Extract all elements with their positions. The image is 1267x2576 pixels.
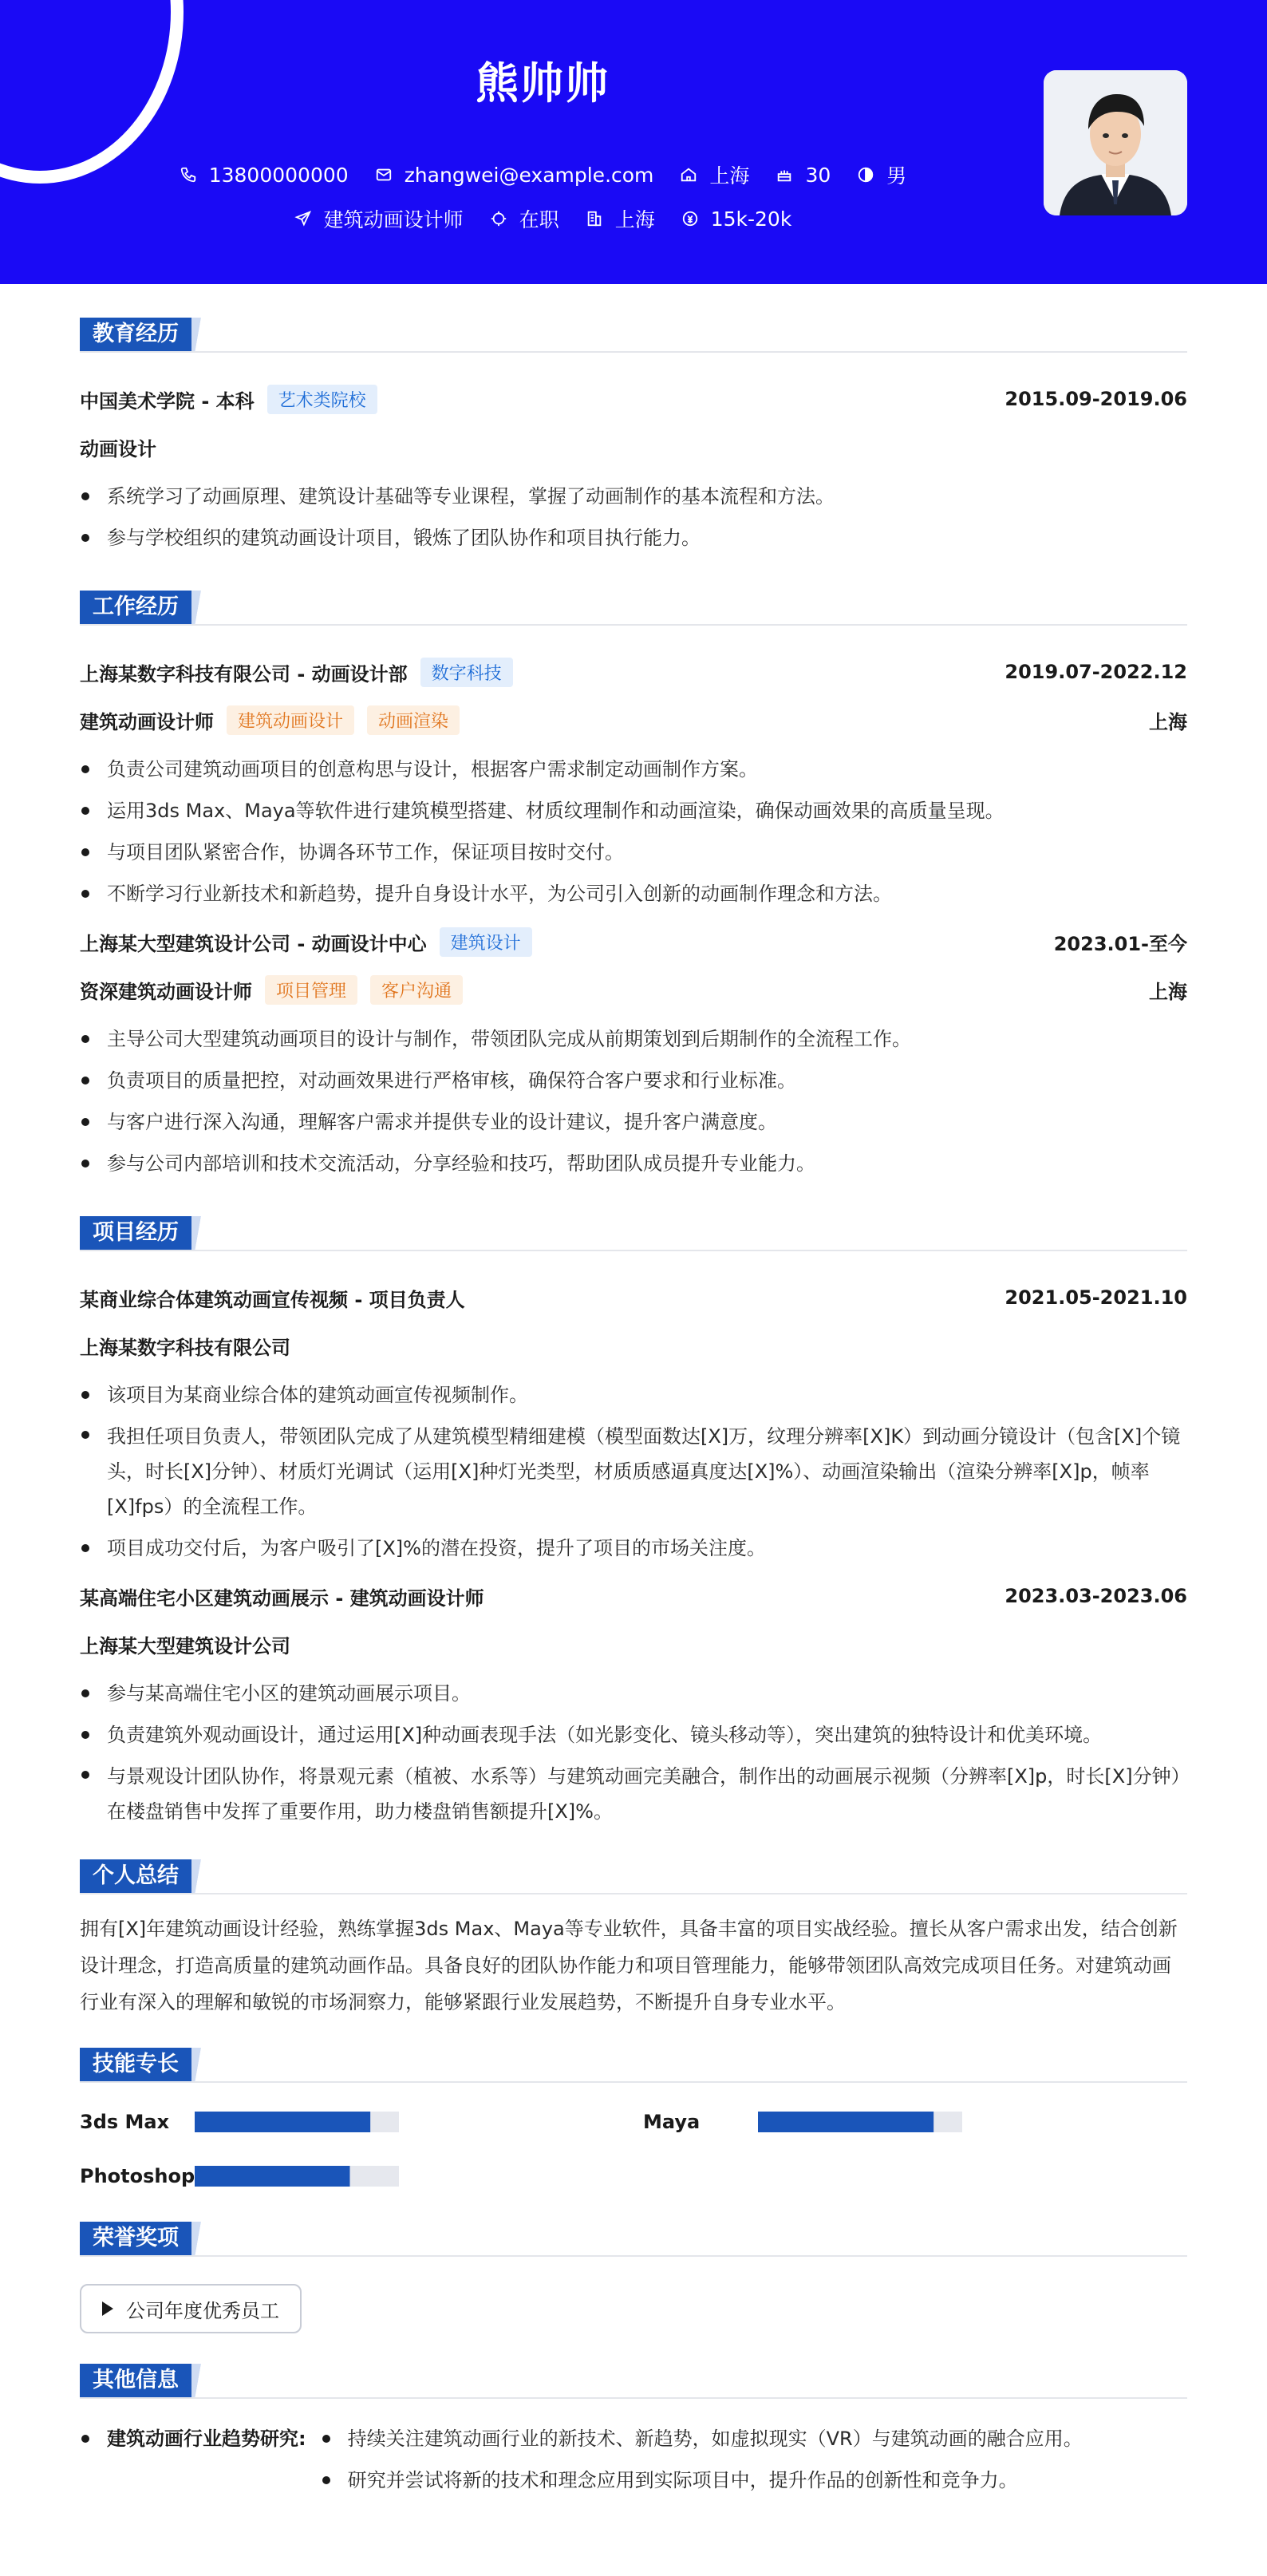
job-location: 上海 [1149, 710, 1187, 733]
section-title: 技能专长 [80, 2048, 191, 2081]
job-date: 2019.07-2022.12 [1005, 661, 1187, 683]
projects-section [80, 1210, 1187, 1832]
city-text: 上海 [709, 164, 750, 188]
skill-name: Maya [643, 2111, 701, 2133]
list-item: 与项目团队紧密合作，协调各环节工作，保证项目按时交付。 [80, 832, 1187, 873]
section-title: 教育经历 [80, 318, 191, 351]
section-title: 其他信息 [80, 2364, 191, 2397]
project-name: 某高端住宅小区建筑动画展示 - 建筑动画设计师 [80, 1586, 484, 1610]
project-name: 某商业综合体建筑动画宣传视频 - 项目负责人 [80, 1288, 465, 1311]
skill-bar [195, 2166, 399, 2187]
section-title: 个人总结 [80, 1859, 191, 1893]
section-header [80, 311, 1187, 353]
phone-text: 13800000000 [208, 163, 349, 187]
company-tag: 数字科技 [420, 658, 513, 687]
skills-section [80, 2041, 1187, 2191]
job-header-row [80, 648, 1187, 696]
age-text: 30 [805, 163, 831, 187]
section-header [80, 1210, 1187, 1251]
email-info [374, 164, 654, 187]
job-role-row [80, 696, 1187, 744]
skill-bar-fill [758, 2112, 933, 2132]
company-tag: 建筑设计 [440, 927, 532, 957]
section-title: 工作经历 [80, 591, 191, 624]
candidate-name: 熊帅帅 [476, 58, 610, 109]
project-date: 2021.05-2021.10 [1005, 1286, 1187, 1309]
position-text: 建筑动画设计师 [323, 208, 464, 231]
section-header [80, 1853, 1187, 1894]
list-item: 负责公司建筑动画项目的创意构思与设计，根据客户需求制定动画制作方案。 [80, 749, 1187, 790]
section-title: 项目经历 [80, 1216, 191, 1250]
skill-bar-fill [195, 2166, 350, 2187]
salary-icon [681, 209, 700, 228]
section-title-accent [191, 318, 209, 351]
contact-row [0, 160, 1085, 189]
status-icon [489, 209, 508, 228]
section-header [80, 584, 1187, 626]
summary-section [80, 1853, 1187, 2021]
project-company-row [80, 1620, 1187, 1668]
work-city-info [585, 204, 655, 233]
section-title-accent [191, 1859, 209, 1893]
list-item: 研究并尝试将新的技术和理念应用到实际项目中，提升作品的创新性和竞争力。 [321, 2459, 1083, 2501]
mail-icon [374, 165, 393, 184]
project-bullets [80, 1673, 1187, 1832]
section-title-accent [191, 591, 209, 624]
list-item: 与景观设计团队协作，将景观元素（植被、水系等）与建筑动画完美融合，制作出的动画展示视频（分辨率[X]p，时长[X]分钟）在楼盘销售中发挥了重要作用，助力楼盘销售额提升[X]%。 [80, 1756, 1187, 1832]
list-item: 与客户进行深入沟通，理解客户需求并提供专业的设计建议，提升客户满意度。 [80, 1101, 1187, 1143]
project-header-row [80, 1572, 1187, 1620]
company-name: 上海某大型建筑设计公司 - 动画设计中心 [80, 932, 427, 955]
age-icon [775, 165, 794, 184]
list-item: 不断学习行业新技术和新趋势，提升自身设计水平，为公司引入创新的动画制作理念和方法。 [80, 873, 1187, 915]
company-name: 上海某数字科技有限公司 - 动画设计部 [80, 662, 408, 685]
skill-bar-fill [195, 2112, 370, 2132]
job-role: 资深建筑动画设计师 [80, 980, 252, 1003]
position-info [294, 204, 464, 233]
skill-item [643, 2107, 1187, 2137]
list-item: 该项目为某商业综合体的建筑动画宣传视频制作。 [80, 1374, 1187, 1416]
project-header-row [80, 1274, 1187, 1322]
job-header-row [80, 918, 1187, 966]
email-text: zhangwei@example.com [404, 163, 654, 187]
city-info [679, 160, 749, 189]
list-item: 参与某高端住宅小区的建筑动画展示项目。 [80, 1673, 1187, 1714]
list-item: 负责建筑外观动画设计，通过运用[X]种动画表现手法（如光影变化、镜头移动等），突出建筑的独特设计和优美环境。 [80, 1714, 1187, 1756]
job-row [0, 204, 1085, 233]
other-section [80, 2357, 1187, 2501]
list-item: 系统学习了动画原理、建筑设计基础等专业课程，掌握了动画制作的基本流程和方法。 [80, 476, 1187, 517]
school-name: 中国美术学院 - 本科 [80, 389, 255, 413]
resume-header [0, 0, 1267, 284]
project-company: 上海某大型建筑设计公司 [80, 1634, 290, 1657]
education-section [80, 311, 1187, 559]
awards-section [80, 2215, 1187, 2333]
list-item: 运用3ds Max、Maya等软件进行建筑模型搭建、材质纹理制作和动画渲染，确保动画效果的高质量呈现。 [80, 790, 1187, 832]
job-bullets [80, 1018, 1187, 1184]
list-item: 主导公司大型建筑动画项目的设计与制作，带领团队完成从前期策划到后期制作的全流程工作。 [80, 1018, 1187, 1060]
avatar [1044, 70, 1187, 215]
status-info [489, 204, 559, 233]
section-header [80, 2041, 1187, 2083]
play-icon [102, 2301, 113, 2316]
project-bullets [80, 1374, 1187, 1569]
project-company-row [80, 1322, 1187, 1369]
list-item: 负责项目的质量把控，对动画效果进行严格审核，确保符合客户要求和行业标准。 [80, 1060, 1187, 1101]
skill-item [80, 2161, 643, 2191]
skill-bar [195, 2112, 399, 2132]
job-role: 建筑动画设计师 [80, 710, 214, 733]
other-list [321, 2418, 1083, 2501]
salary-info [681, 207, 792, 231]
list-item: 参与公司内部培训和技术交流活动，分享经验和技巧，帮助团队成员提升专业能力。 [80, 1143, 1187, 1184]
project-company: 上海某数字科技有限公司 [80, 1336, 290, 1359]
gender-icon [856, 165, 875, 184]
major-name: 动画设计 [80, 437, 156, 460]
building-icon [585, 209, 604, 228]
other-label: 建筑动画行业趋势研究: [80, 2418, 306, 2501]
major-row [80, 423, 1187, 471]
section-title-accent [191, 2222, 209, 2255]
salary-text: 15k-20k [710, 207, 792, 231]
job-role-row [80, 966, 1187, 1013]
skills-grid [80, 2107, 1187, 2191]
project-date: 2023.03-2023.06 [1005, 1585, 1187, 1607]
job-location: 上海 [1149, 980, 1187, 1003]
section-title-accent [191, 1216, 209, 1250]
list-item: 持续关注建筑动画行业的新技术、新趋势，如虚拟现实（VR）与建筑动画的融合应用。 [321, 2418, 1083, 2459]
skill-item [80, 2107, 643, 2137]
section-title-accent [191, 2048, 209, 2081]
home-icon [679, 165, 698, 184]
list-item: 我担任项目负责人，带领团队完成了从建筑模型精细建模（模型面数达[X]万，纹理分辨率[X]K）到动画分镜设计（包含[X]个镜头，时长[X]分钟）、材质灯光调试（运用[X]种灯光类型，材质质感逼真度达[X]%）、动画渲染输出（渲染分辨率[X]p，帧率[X]fps）的全流程工作。 [80, 1416, 1187, 1527]
skill-name: Photoshop [80, 2165, 195, 2187]
list-item: 参与学校组织的建筑动画设计项目，锻炼了团队协作和项目执行能力。 [80, 517, 1187, 559]
job-date: 2023.01-至今 [1053, 932, 1187, 955]
section-header [80, 2357, 1187, 2399]
status-text: 在职 [519, 208, 559, 231]
work-section [80, 584, 1187, 1184]
gender-text: 男 [886, 164, 907, 188]
education-row [80, 375, 1187, 423]
list-item: 项目成功交付后，为客户吸引了[X]%的潜在投资，提升了项目的市场关注度。 [80, 1527, 1187, 1569]
resume-body [80, 284, 1187, 2501]
education-bullets [80, 476, 1187, 559]
role-tag: 项目管理 [265, 975, 357, 1005]
school-tag: 艺术类院校 [267, 385, 377, 414]
job-bullets [80, 749, 1187, 915]
other-info [80, 2418, 1187, 2501]
work-city-text: 上海 [614, 208, 655, 231]
role-tag: 建筑动画设计 [227, 705, 354, 735]
education-date: 2015.09-2019.06 [1005, 388, 1187, 410]
section-title-accent [191, 2364, 209, 2397]
skill-bar [758, 2112, 962, 2132]
phone-icon [179, 165, 198, 184]
role-tag: 动画渲染 [367, 705, 460, 735]
gender-info [856, 160, 906, 189]
phone-info [179, 164, 349, 187]
award-label: 公司年度优秀员工 [126, 2299, 279, 2322]
award-item [80, 2284, 302, 2333]
skill-name: 3ds Max [80, 2111, 170, 2133]
role-tag: 客户沟通 [370, 975, 463, 1005]
section-title: 荣誉奖项 [80, 2222, 191, 2255]
age-info [775, 164, 831, 187]
section-header [80, 2215, 1187, 2257]
send-icon [294, 209, 313, 228]
summary-text: 拥有[X]年建筑动画设计经验，熟练掌握3ds Max、Maya等专业软件，具备丰富的项目实战经验。擅长从客户需求出发，结合创新设计理念，打造高质量的建筑动画作品。具备良好的团队协作能力和项目管理能力，能够带领团队高效完成项目任务。对建筑动画行业有深入的理解和敏锐的市场洞察力，能够紧跟行业发展趋势，不断提升自身专业水平。 [80, 1918, 1178, 2013]
